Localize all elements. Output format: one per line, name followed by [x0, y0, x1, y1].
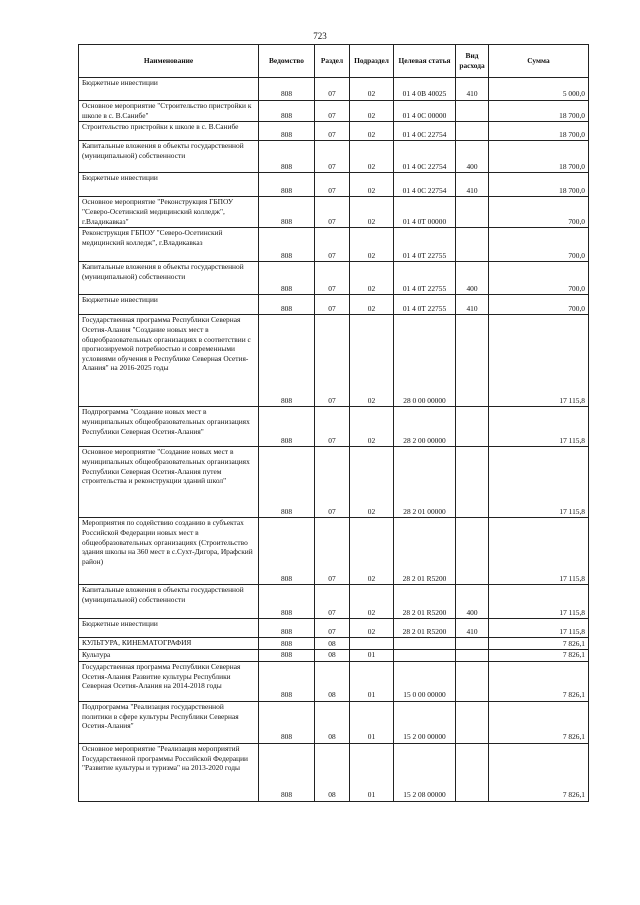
row-name: КУЛЬТУРА, КИНЕМАТОГРАФИЯ — [79, 638, 259, 650]
row-podrazdel: 02 — [350, 78, 394, 101]
table-row — [79, 407, 589, 447]
row-razdel: 07 — [315, 173, 350, 197]
table-row — [79, 585, 589, 619]
row-vedomstvo: 808 — [259, 101, 315, 122]
row-vid-raskhoda — [456, 701, 489, 743]
row-vedomstvo: 808 — [259, 295, 315, 315]
row-name: Бюджетные инвестиции — [79, 619, 259, 638]
row-razdel: 07 — [315, 407, 350, 447]
table-row — [79, 661, 589, 701]
table-row — [79, 228, 589, 262]
table-row — [79, 447, 589, 518]
header-razdel: Раздел — [315, 45, 350, 78]
row-vedomstvo: 808 — [259, 122, 315, 141]
row-podrazdel: 02 — [350, 315, 394, 407]
row-celevaya-statya: 15 2 00 00000 — [394, 701, 456, 743]
header-vedomstvo: Ведомство — [259, 45, 315, 78]
table-row — [79, 638, 589, 650]
row-podrazdel: 02 — [350, 122, 394, 141]
row-vid-raskhoda — [456, 101, 489, 122]
row-celevaya-statya: 01 4 0С 00000 — [394, 101, 456, 122]
row-summa: 700,0 — [489, 197, 589, 228]
row-vid-raskhoda — [456, 407, 489, 447]
row-razdel: 08 — [315, 661, 350, 701]
row-celevaya-statya: 15 0 00 00000 — [394, 661, 456, 701]
row-celevaya-statya: 28 2 01 R5200 — [394, 518, 456, 585]
row-summa: 7 826,1 — [489, 661, 589, 701]
row-summa: 17 115,8 — [489, 585, 589, 619]
row-podrazdel: 02 — [350, 141, 394, 173]
row-podrazdel: 02 — [350, 295, 394, 315]
row-razdel: 07 — [315, 141, 350, 173]
row-celevaya-statya: 28 2 01 R5200 — [394, 585, 456, 619]
row-razdel: 07 — [315, 197, 350, 228]
row-celevaya-statya: 01 4 0Т 22755 — [394, 228, 456, 262]
row-celevaya-statya: 28 2 01 00000 — [394, 447, 456, 518]
row-vid-raskhoda — [456, 447, 489, 518]
row-podrazdel: 01 — [350, 650, 394, 662]
row-podrazdel: 02 — [350, 585, 394, 619]
row-celevaya-statya: 01 4 0Т 00000 — [394, 197, 456, 228]
row-celevaya-statya: 01 4 0Т 22755 — [394, 295, 456, 315]
row-name: Капитальные вложения в объекты государственной (муниципальной) собственности — [79, 141, 259, 173]
row-celevaya-statya: 01 4 0В 40025 — [394, 78, 456, 101]
row-vedomstvo: 808 — [259, 315, 315, 407]
row-celevaya-statya — [394, 650, 456, 662]
row-celevaya-statya — [394, 638, 456, 650]
row-name: Основное мероприятие "Создание новых мест в муниципальных общеобразовательных организациях Республики Северная Осетия-Алания путем строительства и реконструкции зданий школ" — [79, 447, 259, 518]
row-podrazdel: 01 — [350, 661, 394, 701]
row-razdel: 07 — [315, 262, 350, 295]
row-vedomstvo: 808 — [259, 197, 315, 228]
row-razdel: 07 — [315, 295, 350, 315]
row-summa: 17 115,8 — [489, 518, 589, 585]
row-summa: 7 826,1 — [489, 638, 589, 650]
header-summa: Сумма — [489, 45, 589, 78]
header-celevaya-statya: Целевая статья — [394, 45, 456, 78]
header-name: Наименование — [79, 45, 259, 78]
row-name: Основное мероприятие "Строительство пристройки к школе в с. В.Санибе" — [79, 101, 259, 122]
row-podrazdel: 01 — [350, 701, 394, 743]
row-celevaya-statya: 01 4 0С 22754 — [394, 141, 456, 173]
table-row — [79, 650, 589, 662]
row-vid-raskhoda: 410 — [456, 78, 489, 101]
row-vedomstvo: 808 — [259, 141, 315, 173]
row-podrazdel: 02 — [350, 407, 394, 447]
row-vedomstvo: 808 — [259, 407, 315, 447]
row-razdel: 07 — [315, 585, 350, 619]
row-summa: 17 115,8 — [489, 447, 589, 518]
table-row — [79, 173, 589, 197]
row-summa: 7 826,1 — [489, 701, 589, 743]
row-name: Подпрограмма "Создание новых мест в муниципальных общеобразовательных организациях Республики Северная Осетия-Алания" — [79, 407, 259, 447]
row-razdel: 07 — [315, 447, 350, 518]
row-summa: 18 700,0 — [489, 141, 589, 173]
row-vid-raskhoda: 400 — [456, 585, 489, 619]
table-row — [79, 78, 589, 101]
row-vedomstvo: 808 — [259, 619, 315, 638]
row-vedomstvo: 808 — [259, 650, 315, 662]
row-summa: 17 115,8 — [489, 619, 589, 638]
row-vid-raskhoda — [456, 661, 489, 701]
row-name: Государственная программа Республики Северная Осетия-Алания "Создание новых мест в общеобразовательных организациях в соответствии с прогнозируемой потребностью и современными условиями обучения в Республике Северная Осетия-Алания" на 2016-2025 годы — [79, 315, 259, 407]
row-name: Бюджетные инвестиции — [79, 78, 259, 101]
row-vid-raskhoda — [456, 197, 489, 228]
row-name: Строительство пристройки к школе в с. В.Санибе — [79, 122, 259, 141]
row-summa: 7 826,1 — [489, 650, 589, 662]
row-vid-raskhoda: 400 — [456, 141, 489, 173]
row-vid-raskhoda — [456, 743, 489, 801]
row-podrazdel: 02 — [350, 173, 394, 197]
row-summa: 700,0 — [489, 228, 589, 262]
row-vid-raskhoda — [456, 650, 489, 662]
table-row — [79, 101, 589, 122]
table-row — [79, 619, 589, 638]
row-summa: 5 000,0 — [489, 78, 589, 101]
row-podrazdel — [350, 638, 394, 650]
row-razdel: 07 — [315, 122, 350, 141]
row-razdel: 07 — [315, 228, 350, 262]
row-razdel: 08 — [315, 743, 350, 801]
row-vid-raskhoda — [456, 638, 489, 650]
table-header-row — [79, 45, 589, 78]
row-vedomstvo: 808 — [259, 78, 315, 101]
row-name: Основное мероприятие "Реализация мероприятий Государственной программы Российской Федерации "Развитие культуры и туризма" на 2013-2020 годы — [79, 743, 259, 801]
table-body — [79, 78, 589, 802]
row-razdel: 07 — [315, 101, 350, 122]
row-podrazdel: 01 — [350, 743, 394, 801]
row-name: Бюджетные инвестиции — [79, 295, 259, 315]
row-podrazdel: 02 — [350, 447, 394, 518]
row-vid-raskhoda: 410 — [456, 619, 489, 638]
table-row — [79, 141, 589, 173]
table-row — [79, 295, 589, 315]
row-celevaya-statya: 28 2 01 R5200 — [394, 619, 456, 638]
table-row — [79, 315, 589, 407]
row-vid-raskhoda — [456, 315, 489, 407]
row-vedomstvo: 808 — [259, 701, 315, 743]
row-summa: 7 826,1 — [489, 743, 589, 801]
row-podrazdel: 02 — [350, 619, 394, 638]
row-podrazdel: 02 — [350, 518, 394, 585]
table-row — [79, 701, 589, 743]
row-summa: 700,0 — [489, 262, 589, 295]
row-vid-raskhoda: 400 — [456, 262, 489, 295]
row-summa: 18 700,0 — [489, 173, 589, 197]
row-name: Мероприятия по содействию созданию в субъектах Российской Федерации новых мест в общеобразовательных организациях (Строительство здания школы на 360 мест в с.Сухт-Дигора, Ирафский район) — [79, 518, 259, 585]
header-vid-raskhoda: Вид расхода — [456, 45, 489, 78]
row-summa: 18 700,0 — [489, 101, 589, 122]
row-razdel: 07 — [315, 315, 350, 407]
row-name: Государственная программа Республики Северная Осетия-Алания Развитие культуры Республики Северная Осетия-Алания на 2014-2018 годы — [79, 661, 259, 701]
row-vedomstvo: 808 — [259, 262, 315, 295]
row-summa: 17 115,8 — [489, 315, 589, 407]
row-name: Реконструкция ГБПОУ "Северо-Осетинский медицинский колледж", г.Владикавказ — [79, 228, 259, 262]
row-podrazdel: 02 — [350, 228, 394, 262]
row-summa: 18 700,0 — [489, 122, 589, 141]
header-podrazdel: Подраздел — [350, 45, 394, 78]
row-celevaya-statya: 01 4 0Т 22755 — [394, 262, 456, 295]
row-name: Основное мероприятие "Реконструкция ГБПОУ "Северо-Осетинский медицинский колледж", г.Владикавказ" — [79, 197, 259, 228]
row-name: Капитальные вложения в объекты государственной (муниципальной) собственности — [79, 262, 259, 295]
table-row — [79, 743, 589, 801]
row-vedomstvo: 808 — [259, 447, 315, 518]
row-vid-raskhoda — [456, 228, 489, 262]
row-vedomstvo: 808 — [259, 585, 315, 619]
row-razdel: 08 — [315, 638, 350, 650]
row-name: Подпрограмма "Реализация государственной политики в сфере культуры Республики Северная Осетия-Алания" — [79, 701, 259, 743]
row-name: Капитальные вложения в объекты государственной (муниципальной) собственности — [79, 585, 259, 619]
row-celevaya-statya: 28 0 00 00000 — [394, 315, 456, 407]
row-razdel: 07 — [315, 518, 350, 585]
row-celevaya-statya: 01 4 0С 22754 — [394, 122, 456, 141]
row-razdel: 07 — [315, 78, 350, 101]
table-row — [79, 518, 589, 585]
row-vid-raskhoda — [456, 122, 489, 141]
row-celevaya-statya: 01 4 0С 22754 — [394, 173, 456, 197]
table-row — [79, 197, 589, 228]
row-razdel: 08 — [315, 701, 350, 743]
table-row — [79, 262, 589, 295]
row-vedomstvo: 808 — [259, 661, 315, 701]
row-podrazdel: 02 — [350, 101, 394, 122]
row-summa: 700,0 — [489, 295, 589, 315]
row-vedomstvo: 808 — [259, 173, 315, 197]
row-vedomstvo: 808 — [259, 228, 315, 262]
row-vedomstvo: 808 — [259, 743, 315, 801]
row-vid-raskhoda: 410 — [456, 173, 489, 197]
row-podrazdel: 02 — [350, 197, 394, 228]
row-summa: 17 115,8 — [489, 407, 589, 447]
row-razdel: 07 — [315, 619, 350, 638]
row-name: Культура — [79, 650, 259, 662]
row-name: Бюджетные инвестиции — [79, 173, 259, 197]
row-vedomstvo: 808 — [259, 518, 315, 585]
table-row — [79, 122, 589, 141]
row-vedomstvo: 808 — [259, 638, 315, 650]
row-celevaya-statya: 28 2 00 00000 — [394, 407, 456, 447]
row-vid-raskhoda: 410 — [456, 295, 489, 315]
row-podrazdel: 02 — [350, 262, 394, 295]
row-celevaya-statya: 15 2 08 00000 — [394, 743, 456, 801]
row-vid-raskhoda — [456, 518, 489, 585]
budget-table — [78, 44, 589, 802]
row-razdel: 08 — [315, 650, 350, 662]
page-number: 723 — [313, 31, 327, 41]
